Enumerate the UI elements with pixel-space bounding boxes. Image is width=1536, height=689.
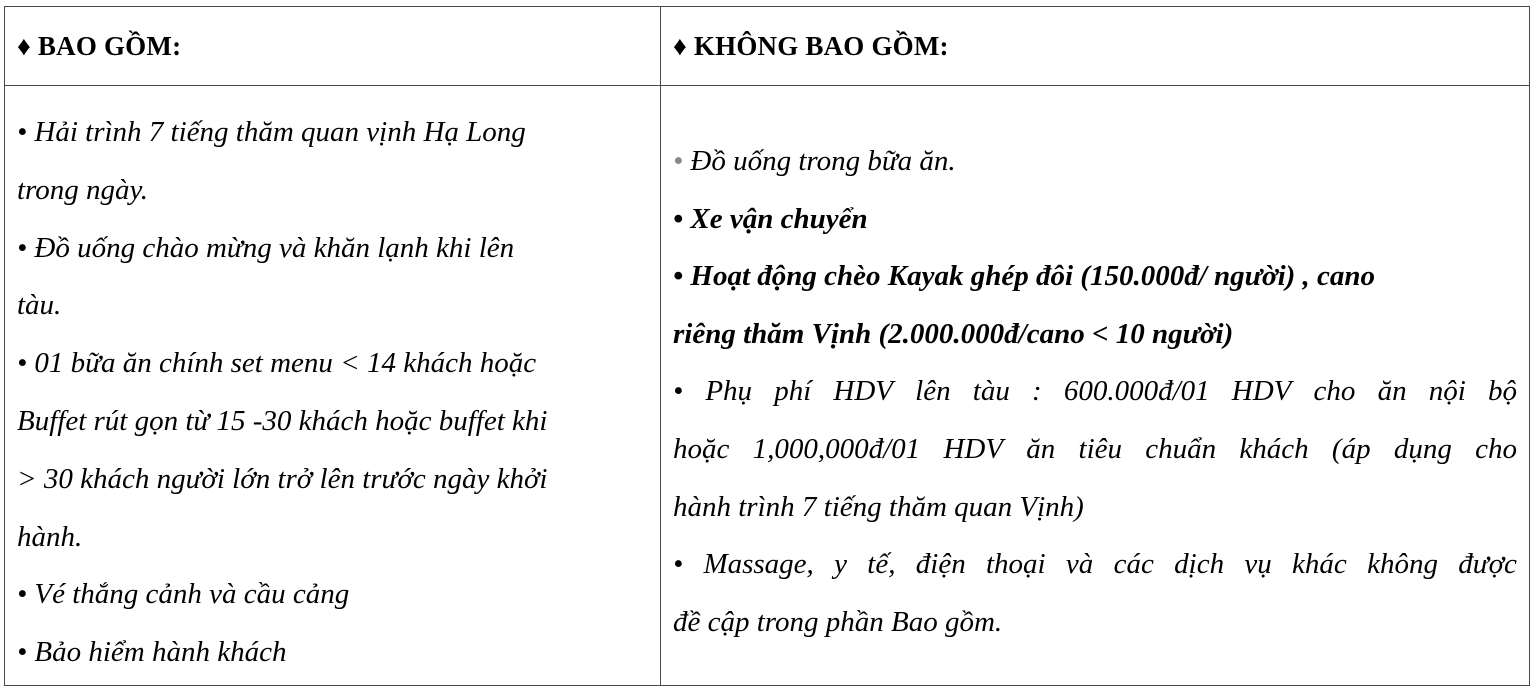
- word: dịch: [1174, 548, 1225, 581]
- word: •: [673, 548, 684, 581]
- word: hoặc: [673, 432, 730, 465]
- word: điện: [915, 548, 966, 581]
- bullet-grey: •: [673, 145, 684, 177]
- included-list: [5, 86, 661, 686]
- word: chuẩn: [1145, 432, 1217, 465]
- word: vụ: [1244, 548, 1272, 581]
- excluded-line: [673, 133, 1517, 191]
- word: nội: [1428, 375, 1466, 408]
- word: tàu: [972, 375, 1010, 408]
- excluded-line: [673, 363, 1517, 421]
- word: không: [1367, 548, 1438, 581]
- excluded-line: riêng thăm Vịnh (2.000.000đ/cano < 10 người): [673, 317, 1234, 350]
- inclusions-table: [4, 6, 1530, 686]
- included-line: hành.: [17, 520, 83, 553]
- word: 600.000đ/01: [1063, 375, 1210, 408]
- word: cho: [1475, 432, 1517, 465]
- word: ăn: [1026, 432, 1056, 465]
- word: khác: [1292, 548, 1347, 581]
- excluded-line: [673, 421, 1517, 479]
- excluded-line-text: Đồ uống trong bữa ăn.: [683, 145, 956, 177]
- word: :: [1031, 375, 1042, 408]
- included-line: tàu.: [17, 289, 62, 322]
- word: HDV: [833, 375, 894, 408]
- word: ăn: [1377, 375, 1407, 408]
- excluded-line: hành trình 7 tiếng thăm quan Vịnh): [673, 490, 1084, 523]
- word: dụng: [1393, 432, 1452, 465]
- word: 1,000,000đ/01: [752, 432, 921, 465]
- word: tế,: [867, 548, 896, 581]
- included-line: • Vé thắng cảnh và cầu cảng: [17, 578, 350, 611]
- included-line: • 01 bữa ăn chính set menu < 14 khách hoặc: [17, 347, 537, 380]
- word: HDV: [1231, 375, 1292, 408]
- word: bộ: [1487, 375, 1517, 408]
- word: y: [834, 548, 847, 581]
- word: khách: [1239, 432, 1309, 465]
- word: (áp: [1331, 432, 1371, 465]
- word: và: [1065, 548, 1094, 581]
- excluded-line: [673, 536, 1517, 594]
- excluded-line: đề cập trong phần Bao gồm.: [673, 605, 1003, 638]
- word: cho: [1313, 375, 1356, 408]
- word: •: [673, 375, 684, 408]
- word: tiêu: [1078, 432, 1123, 465]
- included-line: • Bảo hiểm hành khách: [17, 636, 287, 669]
- word: Massage,: [703, 548, 814, 581]
- included-line: Buffet rút gọn từ 15 -30 khách hoặc buffet khi: [17, 404, 548, 437]
- content-row: [5, 86, 1530, 686]
- header-row: [5, 7, 1530, 86]
- included-header: ♦ BAO GỒM:: [5, 7, 661, 86]
- included-line: • Hải trình 7 tiếng thăm quan vịnh Hạ Long: [17, 116, 526, 148]
- excluded-line: • Hoạt động chèo Kayak ghép đôi (150.000đ/ người) , cano: [673, 260, 1376, 293]
- included-line: • Đồ uống chào mừng và khăn lạnh khi lên: [17, 231, 515, 264]
- excluded-header: ♦ KHÔNG BAO GỒM:: [661, 7, 1530, 86]
- word: HDV: [943, 432, 1004, 465]
- word: lên: [915, 375, 951, 408]
- included-line: > 30 khách người lớn trở lên trước ngày khởi: [17, 462, 548, 495]
- word: phí: [774, 375, 812, 408]
- word: các: [1113, 548, 1154, 581]
- included-line: trong ngày.: [17, 173, 149, 206]
- excluded-line: • Xe vận chuyển: [673, 202, 868, 235]
- word: được: [1458, 548, 1517, 581]
- word: Phụ: [705, 375, 753, 408]
- excluded-list: [661, 86, 1530, 686]
- word: thoại: [986, 548, 1046, 581]
